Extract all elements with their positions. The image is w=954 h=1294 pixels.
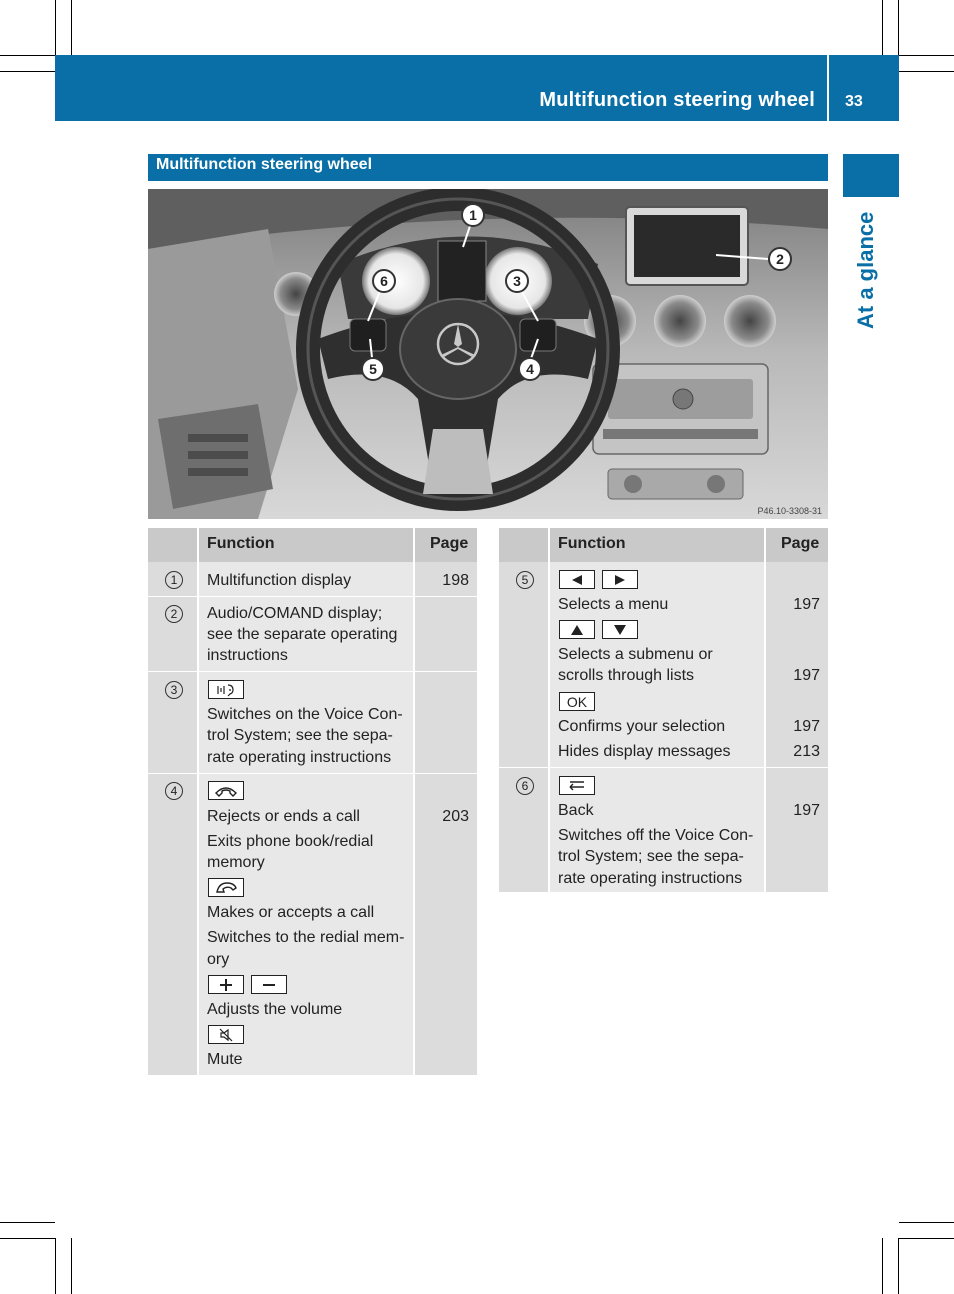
chapter-tab xyxy=(843,154,899,197)
chapter-label: At a glance xyxy=(853,211,878,329)
right-header-page: Page xyxy=(781,535,820,552)
minus-icon xyxy=(251,975,287,994)
right-header-function: Function xyxy=(558,535,626,552)
crop-mark xyxy=(0,1222,55,1223)
function-text: Exits phone book/redial xyxy=(207,833,374,850)
row-number: 1 xyxy=(165,571,183,589)
callout-1: 1 xyxy=(461,203,485,227)
arrow-right-icon xyxy=(602,570,638,589)
callout-2: 2 xyxy=(768,247,792,271)
mute-icon xyxy=(208,1025,244,1044)
ok-label: OK xyxy=(566,693,588,710)
function-text: Hides display messages xyxy=(558,743,731,760)
crop-mark xyxy=(55,0,56,55)
right-num-column xyxy=(499,562,548,892)
function-text: Mute xyxy=(207,1051,243,1068)
callout-3: 3 xyxy=(505,269,529,293)
page-ref: 197 xyxy=(793,596,820,613)
crop-mark xyxy=(882,1238,883,1294)
page-ref: 197 xyxy=(793,667,820,684)
header-divider xyxy=(827,55,829,121)
page-header xyxy=(55,55,899,121)
ok-button-icon xyxy=(559,692,595,711)
page-ref: 213 xyxy=(793,743,820,760)
crop-mark xyxy=(882,0,883,55)
function-text: Multifunction display xyxy=(207,572,352,589)
function-text: Selects a menu xyxy=(558,596,669,613)
crop-mark xyxy=(0,1238,55,1239)
crop-mark xyxy=(898,0,899,55)
callout-4: 4 xyxy=(518,357,542,381)
function-text: Back xyxy=(558,802,594,819)
row-number: 3 xyxy=(165,681,183,699)
function-text: Adjusts the volume xyxy=(207,1001,343,1018)
function-text: trol System; see the sepa- xyxy=(558,848,744,865)
row-divider xyxy=(148,596,477,597)
function-text: instructions xyxy=(207,647,288,664)
callout-5: 5 xyxy=(361,357,385,381)
phone-hangup-icon xyxy=(208,781,244,800)
function-text: trol System; see the sepa- xyxy=(207,727,393,744)
arrow-left-icon xyxy=(559,570,595,589)
left-header-page: Page xyxy=(430,535,469,552)
crop-mark xyxy=(0,71,55,72)
plus-icon xyxy=(208,975,244,994)
function-text: rate operating instructions xyxy=(558,870,743,887)
function-text: Confirms your selection xyxy=(558,718,726,735)
function-text: scrolls through lists xyxy=(558,667,695,684)
row-number: 2 xyxy=(165,605,183,623)
crop-mark xyxy=(71,0,72,55)
crop-mark xyxy=(899,1222,954,1223)
photo-code: P46.10-3308-31 xyxy=(757,506,822,516)
function-text: Switches off the Voice Con- xyxy=(558,827,754,844)
page-ref: 197 xyxy=(793,802,820,819)
crop-mark xyxy=(55,1238,56,1294)
arrow-up-icon xyxy=(559,620,595,639)
row-divider xyxy=(148,773,477,774)
voice-control-icon xyxy=(208,680,244,699)
row-number: 4 xyxy=(165,782,183,800)
crop-mark xyxy=(899,71,954,72)
arrow-down-icon xyxy=(602,620,638,639)
function-text: ory xyxy=(207,951,230,968)
left-header-function: Function xyxy=(207,535,275,552)
crop-mark xyxy=(898,1238,899,1294)
back-icon xyxy=(559,776,595,795)
steering-wheel-illustration xyxy=(148,189,828,519)
crop-mark xyxy=(899,1238,954,1239)
function-text: Audio/COMAND display; xyxy=(207,605,383,622)
row-number: 6 xyxy=(516,777,534,795)
page-ref: 197 xyxy=(793,718,820,735)
steering-wheel-photo xyxy=(148,189,828,519)
left-num-column xyxy=(148,562,197,1075)
page-ref: 203 xyxy=(442,808,469,825)
crop-mark xyxy=(0,55,55,56)
row-divider xyxy=(148,671,477,672)
crop-mark xyxy=(899,55,954,56)
row-number: 5 xyxy=(516,571,534,589)
page-ref: 198 xyxy=(442,572,469,589)
row-divider xyxy=(499,767,828,768)
section-title: Multifunction steering wheel xyxy=(148,154,828,181)
function-text: Switches to the redial mem- xyxy=(207,929,405,946)
page-number: 33 xyxy=(845,93,863,110)
function-text: Makes or accepts a call xyxy=(207,904,375,921)
phone-accept-icon xyxy=(208,878,244,897)
callout-6: 6 xyxy=(372,269,396,293)
function-text: rate operating instructions xyxy=(207,749,392,766)
crop-mark xyxy=(71,1238,72,1294)
header-title: Multifunction steering wheel xyxy=(539,89,815,111)
function-text: Switches on the Voice Con- xyxy=(207,706,403,723)
function-text: see the separate operating xyxy=(207,626,398,643)
function-text: Selects a submenu or xyxy=(558,646,713,663)
function-text: Rejects or ends a call xyxy=(207,808,360,825)
function-text: memory xyxy=(207,854,265,871)
